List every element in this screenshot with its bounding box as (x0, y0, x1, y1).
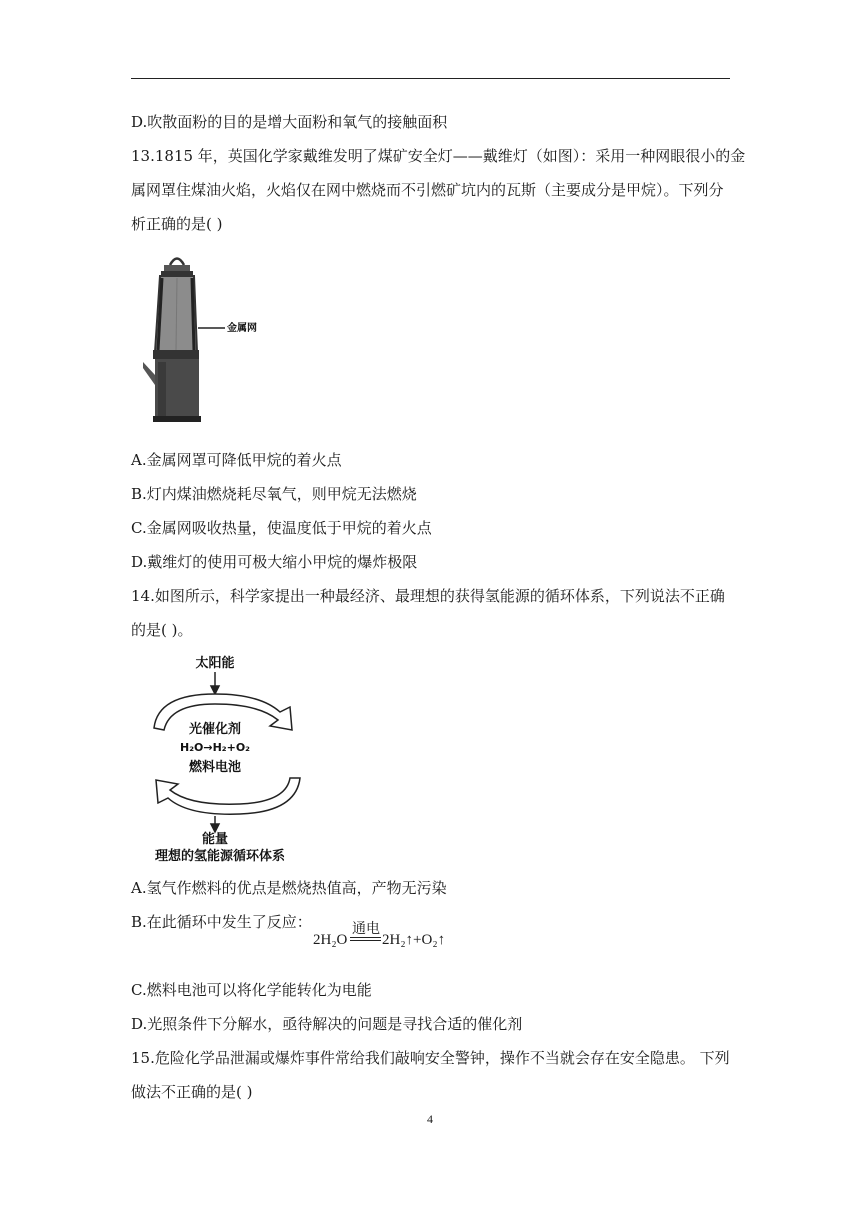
electrolysis-equation (313, 918, 473, 952)
cycle-caption: 理想的氢能源循环体系 (154, 849, 286, 864)
header-rule (131, 78, 730, 79)
q14-stem-line-1: 14.如图所示，科学家提出一种最经济、最理想的获得氢能源的循环体系，下列说法不正确 (131, 587, 725, 605)
q14-stem-line-2: 的是( )。 (131, 621, 193, 639)
equation-condition: 通电 (352, 922, 380, 937)
q14-option-c: C.燃料电池可以将化学能转化为电能 (131, 981, 372, 999)
q12-option-d: D.吹散面粉的目的是增大面粉和氧气的接触面积 (131, 113, 448, 131)
davy-lamp-drawing (143, 259, 225, 423)
solar-energy-label: 太阳能 (195, 656, 235, 671)
q13-option-a: A.金属网罩可降低甲烷的着火点 (131, 451, 342, 469)
q13-stem-line-2: 属网罩住煤油火焰，火焰仅在网中燃烧而不引燃矿坑内的瓦斯（主要成分是甲烷）。下列分 (131, 181, 724, 199)
fuel-cell-label: 燃料电池 (188, 760, 242, 775)
q13-stem-line-3: 析正确的是( ) (131, 215, 223, 233)
q14-option-b: B.在此循环中发生了反应： (131, 913, 312, 931)
davy-lamp-label: 金属网 (227, 323, 257, 334)
equation-rhs: 2H₂↑+O₂↑ (382, 932, 446, 948)
q14-option-a: A.氢气作燃料的优点是燃烧热值高，产物无污染 (131, 879, 447, 897)
energy-label: 能量 (201, 832, 229, 847)
catalyst-label: 光催化剂 (188, 722, 242, 737)
hydrogen-cycle-figure (140, 650, 325, 865)
q15-stem-line-1: 15.危险化学品泄漏或爆炸事件常给我们敲响安全警钟，操作不当就会存在安全隐患。 下列 (131, 1049, 730, 1067)
reaction-label: H₂O→H₂+O₂ (179, 741, 251, 754)
equation-lhs: 2H₂O (313, 932, 348, 948)
q13-stem-line-1: 13.1815 年，英国化学家戴维发明了煤矿安全灯——戴维灯（如图）：采用一种网眼很小的金 (131, 147, 746, 165)
q13-option-b: B.灯内煤油燃烧耗尽氧气，则甲烷无法燃烧 (131, 485, 417, 503)
q13-option-d: D.戴维灯的使用可极大缩小甲烷的爆炸极限 (131, 553, 418, 571)
page-number: 4 (427, 1112, 433, 1126)
q14-option-d: D.光照条件下分解水，亟待解决的问题是寻找合适的催化剂 (131, 1015, 523, 1033)
davy-lamp-figure (140, 250, 275, 425)
q13-option-c: C.金属网吸收热量，使温度低于甲烷的着火点 (131, 519, 432, 537)
q15-stem-line-2: 做法不正确的是( ) (131, 1083, 253, 1101)
